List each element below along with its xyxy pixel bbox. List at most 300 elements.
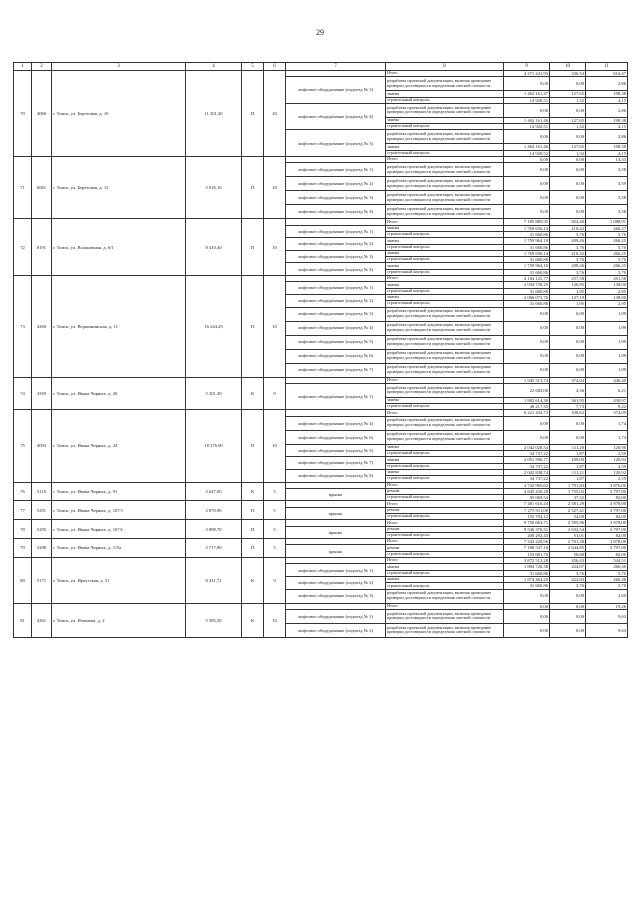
cost-value: 14 920,51: [504, 124, 550, 130]
work-type: замена: [386, 397, 504, 403]
limit-cost-value: 544,51: [586, 558, 628, 564]
cost-value: 7 342 228,96: [504, 539, 550, 545]
floor-count: 9: [264, 558, 286, 603]
work-type: ремонт: [386, 545, 504, 551]
structural-element: лифтовое оборудование (подъезд № 4): [286, 263, 386, 276]
limit-cost-value: 5,70: [586, 244, 628, 250]
row-number: 76: [14, 482, 32, 501]
limit-cost-value: 2,59: [586, 463, 628, 469]
work-type: Итого: [386, 501, 504, 507]
cost-value: 2 042 838,74: [504, 469, 550, 475]
unit-cost-value: 210,42: [550, 250, 586, 256]
work-type: строительный контроль: [386, 301, 504, 307]
unit-cost-value: 1 791,83: [550, 482, 586, 488]
unit-cost-value: 3,76: [550, 231, 586, 237]
cost-value: 14 920,51: [504, 97, 550, 103]
unit-cost-value: 1,32: [550, 150, 586, 156]
wall-material: П: [242, 410, 264, 482]
limit-cost-value: 198,38: [586, 117, 628, 123]
unit-cost-value: 111,21: [550, 469, 586, 475]
cost-value: 200 292,43: [504, 532, 550, 538]
cost-value: 4 742 965,62: [504, 482, 550, 488]
structural-element: лифтовое оборудование (подъезд № 8): [286, 469, 386, 482]
unit-cost-value: 56,60: [550, 551, 586, 557]
cost-value: 1 874 464,20: [504, 576, 550, 582]
cost-value: 4 371 241,93: [504, 71, 550, 77]
wall-material: К: [242, 377, 264, 410]
cost-value: 2 042 028,34: [504, 444, 550, 450]
limit-cost-value: 138,00: [586, 282, 628, 288]
work-type: разработка проектной документации, включая проведение проверки достоверности определения сметной стоимости: [386, 335, 504, 349]
unit-cost-value: 1 755,03: [550, 488, 586, 494]
limit-cost-value: 2,86: [586, 103, 628, 117]
cost-value: 40 217,35: [504, 404, 550, 410]
cost-value: 31 660,86: [504, 288, 550, 294]
floor-count: 5: [264, 520, 286, 539]
work-type: замена: [386, 91, 504, 97]
unit-cost-value: 1,87: [550, 463, 586, 469]
structural-element: лифтовое оборудование (подъезд № 3): [286, 589, 386, 603]
limit-cost-value: 3 878,00: [586, 539, 628, 545]
cost-value: 31 660,86: [504, 257, 550, 263]
building-address: г. Томск, ул. Ивана Черных, д. 20: [52, 377, 186, 410]
wall-material: К: [242, 482, 264, 501]
cost-value: 7 481 616,24: [504, 501, 550, 507]
work-type: замена: [386, 444, 504, 450]
limit-cost-value: 3,58: [586, 205, 628, 219]
unit-cost-value: 0,00: [550, 349, 586, 363]
work-type: разработка проектной документации, включая проведение проверки достоверности определения сметной стоимости: [386, 191, 504, 205]
work-type: замена: [386, 457, 504, 463]
column-number-7: 7: [286, 63, 386, 71]
unit-cost-value: 0,00: [550, 77, 586, 91]
unit-cost-value: 0,00: [550, 307, 586, 321]
limit-cost-value: 6,21: [586, 383, 628, 397]
floor-count: 10: [264, 276, 286, 377]
cost-value: 0,00: [504, 163, 550, 177]
limit-cost-value: 5,70: [586, 257, 628, 263]
cost-value: 22 682,00: [504, 383, 550, 397]
cost-value: 1 769 656,14: [504, 250, 550, 256]
work-type: Итого: [386, 219, 504, 225]
cost-value: 0,00: [504, 416, 550, 430]
cost-value: 95 069,54: [504, 495, 550, 501]
unit-cost-value: 0,00: [550, 205, 586, 219]
column-number-9: 9: [504, 63, 550, 71]
limit-cost-value: 2,60: [586, 589, 628, 603]
limit-cost-value: 266,25: [586, 263, 628, 269]
work-type: разработка проектной документации, включая проведение проверки достоверности определения сметной стоимости: [386, 416, 504, 430]
unit-cost-value: 222,83: [550, 576, 586, 582]
unit-cost-value: 127,19: [550, 294, 586, 300]
cost-value: 0,00: [504, 335, 550, 349]
work-type: Итого: [386, 603, 504, 609]
cost-value: 0,00: [504, 430, 550, 444]
structural-element: лифтовое оборудование (подъезд № 5): [286, 444, 386, 457]
building-area: 5 201,30: [186, 377, 242, 410]
building-address: г. Томск, ул. Ивана Черных, д. 107/1: [52, 501, 186, 520]
building-id: 4261: [32, 603, 52, 637]
work-type: Итого: [386, 157, 504, 163]
column-number-11: 11: [586, 63, 628, 71]
building-address: г. Томск, ул. Изюмова, д. 2: [52, 603, 186, 637]
structural-element: лифтовое оборудование (подъезд № 5): [286, 335, 386, 349]
structural-element: лифтовое оборудование (подъезд № 7): [286, 363, 386, 377]
limit-cost-value: 1,74: [586, 430, 628, 444]
structural-element: крыша: [286, 507, 386, 520]
limit-cost-value: 2,59: [586, 451, 628, 457]
work-type: строительный контроль: [386, 463, 504, 469]
unit-cost-value: 456,43: [550, 558, 586, 564]
unit-cost-value: 0,00: [550, 157, 586, 163]
unit-cost-value: 210,42: [550, 225, 586, 231]
cost-value: 0,00: [504, 321, 550, 335]
unit-cost-value: 0,00: [550, 177, 586, 191]
limit-cost-value: 446,40: [586, 377, 628, 383]
structural-element: лифтовое оборудование (подъезд № 4): [286, 416, 386, 430]
row-number: 73: [14, 276, 32, 377]
limit-cost-value: 2,86: [586, 77, 628, 91]
work-type: разработка проектной документации, включая проведение проверки достоверности определения сметной стоимости: [386, 383, 504, 397]
structural-element: лифтовое оборудование (подъезд № 1): [286, 609, 386, 623]
limit-cost-value: 1,74: [586, 416, 628, 430]
limit-cost-value: 198,38: [586, 91, 628, 97]
unit-cost-value: 374,04: [550, 377, 586, 383]
work-type: строительный контроль: [386, 269, 504, 275]
work-type: строительный контроль: [386, 231, 504, 237]
work-type: строительный контроль: [386, 513, 504, 519]
work-type: замена: [386, 250, 504, 256]
work-type: разработка проектной документации, включая проведение проверки достоверности определения сметной стоимости: [386, 589, 504, 603]
building-area: 18 376,90: [186, 410, 242, 482]
limit-cost-value: 120,90: [586, 444, 628, 450]
column-number-4: 4: [186, 63, 242, 71]
wall-material: П: [242, 219, 264, 276]
row-number: 78: [14, 520, 32, 539]
work-type: строительный контроль: [386, 495, 504, 501]
unit-cost-value: 1,32: [550, 124, 586, 130]
limit-cost-value: 291,58: [586, 276, 628, 282]
cost-value: 7 188 547,16: [504, 545, 550, 551]
work-type: Итого: [386, 520, 504, 526]
work-type: строительный контроль: [386, 288, 504, 294]
wall-material: П: [242, 71, 264, 157]
unit-cost-value: 0,00: [550, 363, 586, 377]
cost-value: 0,00: [504, 603, 550, 609]
unit-cost-value: 209,26: [550, 238, 586, 244]
cost-value: 1 882 614,39: [504, 397, 550, 403]
row-number: 79: [14, 539, 32, 558]
floor-count: 20: [264, 71, 286, 157]
floor-count: 10: [264, 219, 286, 276]
unit-cost-value: 4,36: [550, 383, 586, 397]
limit-cost-value: 9,63: [586, 609, 628, 623]
limit-cost-value: 2,59: [586, 476, 628, 482]
unit-cost-value: 54,09: [550, 513, 586, 519]
cost-value: 6 221 434,73: [504, 410, 550, 416]
work-type: разработка проектной документации, включая проведение проверки достоверности определения сметной стоимости: [386, 77, 504, 91]
building-id: 8191: [32, 219, 52, 276]
limit-cost-value: 1,99: [586, 349, 628, 363]
structural-element: лифтовое оборудование (подъезд № 4): [286, 321, 386, 335]
column-number-8: 8: [386, 63, 504, 71]
unit-cost-value: 0,00: [550, 603, 586, 609]
cost-value: 155 704,12: [504, 513, 550, 519]
work-type: строительный контроль: [386, 150, 504, 156]
building-area: 8 411,72: [186, 558, 242, 603]
unit-cost-value: 109,00: [550, 457, 586, 463]
building-area: 8 410,40: [186, 219, 242, 276]
building-id: 5298: [32, 539, 52, 558]
limit-cost-value: 1,99: [586, 321, 628, 335]
cost-value: 7 185 885,95: [504, 219, 550, 225]
cost-value: 1 759 964,10: [504, 238, 550, 244]
structural-element: лифтовое оборудование (подъезд № 2): [286, 576, 386, 589]
unit-cost-value: 0,00: [550, 430, 586, 444]
cost-value: 1 462 161,46: [504, 144, 550, 150]
structural-element: лифтовое оборудование (подъезд № 5): [286, 130, 386, 157]
work-type: Итого: [386, 276, 504, 282]
limit-cost-value: 82,00: [586, 513, 628, 519]
work-type: разработка проектной документации, включая проведение проверки достоверности определения сметной стоимости: [386, 363, 504, 377]
cost-value: 14 920,52: [504, 150, 550, 156]
structural-element: лифтовое оборудование (подъезд № 2): [286, 238, 386, 251]
limit-cost-value: 266,25: [586, 250, 628, 256]
column-number-3: 3: [52, 63, 186, 71]
building-area: 5 385,50: [186, 603, 242, 637]
work-type: разработка проектной документации, включая проведение проверки достоверности определения сметной стоимости: [386, 349, 504, 363]
floor-count: 5: [264, 482, 286, 501]
building-address: г. Томск, ул. Ивана Черных, д. 91: [52, 482, 186, 501]
unit-cost-value: 338,62: [550, 410, 586, 416]
floor-count: 10: [264, 410, 286, 482]
limit-cost-value: 5,70: [586, 269, 628, 275]
limit-cost-value: 3 797,00: [586, 488, 628, 494]
building-area: 3 888,70: [186, 520, 242, 539]
unit-cost-value: 854,40: [550, 219, 586, 225]
building-id: 4350: [32, 377, 52, 410]
cost-value: 4 645 436,28: [504, 488, 550, 494]
column-number-2: 2: [32, 63, 52, 71]
work-type: разработка проектной документации, включая проведение проверки достоверности определения сметной стоимости: [386, 321, 504, 335]
work-type: строительный контроль: [386, 257, 504, 263]
building-address: г. Томск, ул. Ивана Черных, д. 107А: [52, 520, 186, 539]
unit-cost-value: 0,00: [550, 321, 586, 335]
cost-value: 0,00: [504, 589, 550, 603]
unit-cost-value: 2 527,41: [550, 507, 586, 513]
work-type: строительный контроль: [386, 551, 504, 557]
cost-value: 31 660,86: [504, 244, 550, 250]
cost-value: 7 275 911,00: [504, 507, 550, 513]
limit-cost-value: 3 878,00: [586, 501, 628, 507]
unit-cost-value: 0,00: [550, 589, 586, 603]
cost-value: 0,00: [504, 205, 550, 219]
cost-value: 0,00: [504, 609, 550, 623]
cost-value: 1 462 161,47: [504, 91, 550, 97]
unit-cost-value: 3,76: [550, 269, 586, 275]
building-id: 5116: [32, 482, 52, 501]
cost-value: 31 660,86: [504, 231, 550, 237]
structural-element: крыша: [286, 545, 386, 558]
structural-element: лифтовое оборудование (подъезд № 3): [286, 77, 386, 104]
building-address: г. Томск, ул. Березовая, д. 10: [52, 71, 186, 157]
work-type: разработка проектной документации, включая проведение проверки достоверности определения сметной стоимости: [386, 103, 504, 117]
structural-element: лифтовое оборудование (подъезд № 1): [286, 163, 386, 177]
cost-value: 34 737,22: [504, 476, 550, 482]
limit-cost-value: 5,70: [586, 231, 628, 237]
building-area: 16 244,29: [186, 276, 242, 377]
structural-element: лифтовое оборудование (подъезд № 1): [286, 383, 386, 410]
wall-material: П: [242, 539, 264, 558]
cost-value: 0,00: [504, 349, 550, 363]
limit-cost-value: 82,00: [586, 495, 628, 501]
limit-cost-value: 14,33: [586, 157, 628, 163]
cost-value: 0,00: [504, 191, 550, 205]
cost-value: 0,00: [504, 307, 550, 321]
work-type: замена: [386, 238, 504, 244]
wall-material: П: [242, 276, 264, 377]
limit-cost-value: 4,15: [586, 124, 628, 130]
cost-value: 0,00: [504, 77, 550, 91]
unit-cost-value: 127,65: [550, 144, 586, 150]
limit-cost-value: 120,92: [586, 457, 628, 463]
cost-value: 0,00: [504, 157, 550, 163]
limit-cost-value: 1,99: [586, 307, 628, 321]
limit-cost-value: 5,70: [586, 583, 628, 589]
limit-cost-value: 9,63: [586, 623, 628, 637]
row-number: 75: [14, 410, 32, 482]
work-type: разработка проектной документации, включая проведение проверки достоверности определения сметной стоимости: [386, 177, 504, 191]
work-type: Итого: [386, 410, 504, 416]
capital-repair-table: [13, 62, 628, 638]
floor-count: 10: [264, 157, 286, 219]
limit-cost-value: 3 797,00: [586, 526, 628, 532]
building-area: 2 717,90: [186, 539, 242, 558]
unit-cost-value: 224,07: [550, 564, 586, 570]
work-type: замена: [386, 225, 504, 231]
work-type: замена: [386, 144, 504, 150]
unit-cost-value: 1,32: [550, 97, 586, 103]
cost-value: 31 660,86: [504, 583, 550, 589]
limit-cost-value: 266,48: [586, 576, 628, 582]
column-number-5: 5: [242, 63, 264, 71]
work-type: Итого: [386, 482, 504, 488]
work-type: разработка проектной документации, включая проведение проверки достоверности определения сметной стоимости: [386, 430, 504, 444]
unit-cost-value: 37,32: [550, 495, 586, 501]
work-type: строительный контроль: [386, 124, 504, 130]
unit-cost-value: 126,85: [550, 282, 586, 288]
row-number: 71: [14, 157, 32, 219]
building-address: г. Томск, ул. Иркутская, д. 31: [52, 558, 186, 603]
structural-element: лифтовое оборудование (подъезд № 6): [286, 349, 386, 363]
cost-value: 1 945 513,74: [504, 377, 550, 383]
work-type: Итого: [386, 558, 504, 564]
limit-cost-value: 3 797,00: [586, 545, 628, 551]
unit-cost-value: 2 632,54: [550, 526, 586, 532]
work-type: замена: [386, 263, 504, 269]
structural-element: лифтовое оборудование (подъезд № 1): [286, 225, 386, 238]
limit-cost-value: 3 797,00: [586, 507, 628, 513]
work-type: разработка проектной документации, включая проведение проверки достоверности определения сметной стоимости: [386, 163, 504, 177]
structural-element: лифтовое оборудование (подъезд № 6): [286, 430, 386, 444]
floor-count: 9: [264, 377, 286, 410]
limit-cost-value: 19,26: [586, 603, 628, 609]
cost-value: 2 066 073,76: [504, 294, 550, 300]
unit-cost-value: 209,26: [550, 263, 586, 269]
work-type: строительный контроль: [386, 404, 504, 410]
building-address: г. Томск, ул. Ивана Черных, д. 115а: [52, 539, 186, 558]
limit-cost-value: 3,58: [586, 191, 628, 205]
work-type: строительный контроль: [386, 451, 504, 457]
work-type: строительный контроль: [386, 244, 504, 250]
wall-material: П: [242, 501, 264, 520]
unit-cost-value: 0,00: [550, 609, 586, 623]
structural-element: лифтовое оборудование (подъезд № 4): [286, 103, 386, 130]
row-number: 77: [14, 501, 32, 520]
work-type: замена: [386, 117, 504, 123]
cost-value: 1 759 964,10: [504, 263, 550, 269]
cost-value: 0,00: [504, 363, 550, 377]
cost-value: 153 681,70: [504, 551, 550, 557]
unit-cost-value: 3,76: [550, 257, 586, 263]
structural-element: лифтовое оборудование (подъезд № 4): [286, 205, 386, 219]
unit-cost-value: 3,76: [550, 583, 586, 589]
cost-value: 2 051 596,77: [504, 457, 550, 463]
unit-cost-value: 0,00: [550, 335, 586, 349]
unit-cost-value: 0,00: [550, 416, 586, 430]
cost-value: 9 546 376,31: [504, 526, 550, 532]
building-address: г. Томск, ул. Ивана Черных, д. 24: [52, 410, 186, 482]
floor-count: 5: [264, 539, 286, 558]
floor-count: 5: [264, 501, 286, 520]
unit-cost-value: 51,01: [550, 532, 586, 538]
limit-cost-value: 3 878,00: [586, 520, 628, 526]
unit-cost-value: 336,54: [550, 71, 586, 77]
unit-cost-value: 1,95: [550, 288, 586, 294]
limit-cost-value: 138,00: [586, 294, 628, 300]
unit-cost-value: 127,65: [550, 117, 586, 123]
unit-cost-value: 111,20: [550, 444, 586, 450]
limit-cost-value: 1,99: [586, 335, 628, 349]
unit-cost-value: 1,87: [550, 476, 586, 482]
structural-element: лифтовое оборудование (подъезд № 3): [286, 307, 386, 321]
limit-cost-value: 198,38: [586, 144, 628, 150]
work-type: строительный контроль: [386, 97, 504, 103]
structural-element: лифтовое оборудование (подъезд № 1): [286, 564, 386, 577]
cost-value: 0,00: [504, 130, 550, 144]
structural-element: крыша: [286, 526, 386, 539]
cost-value: 34 737,22: [504, 463, 550, 469]
limit-cost-value: 3,59: [586, 177, 628, 191]
building-area: 2 647,00: [186, 482, 242, 501]
limit-cost-value: 3 876,00: [586, 482, 628, 488]
limit-cost-value: 2,95: [586, 288, 628, 294]
limit-cost-value: 266,25: [586, 238, 628, 244]
unit-cost-value: 2 701,38: [550, 539, 586, 545]
structural-element: лифтовое оборудование (подъезд № 2): [286, 177, 386, 191]
cost-value: 1 769 656,14: [504, 225, 550, 231]
work-type: разработка проектной документации, включая проведение проверки достоверности определения сметной стоимости: [386, 307, 504, 321]
unit-cost-value: 0,00: [550, 623, 586, 637]
building-id: 5291: [32, 501, 52, 520]
unit-cost-value: 2 581,29: [550, 501, 586, 507]
cost-value: 0,00: [504, 623, 550, 637]
work-type: строительный контроль: [386, 532, 504, 538]
column-number-6: 6: [264, 63, 286, 71]
building-id: 4060: [32, 71, 52, 157]
work-type: Итого: [386, 377, 504, 383]
cost-value: 4 184 125,77: [504, 276, 550, 282]
